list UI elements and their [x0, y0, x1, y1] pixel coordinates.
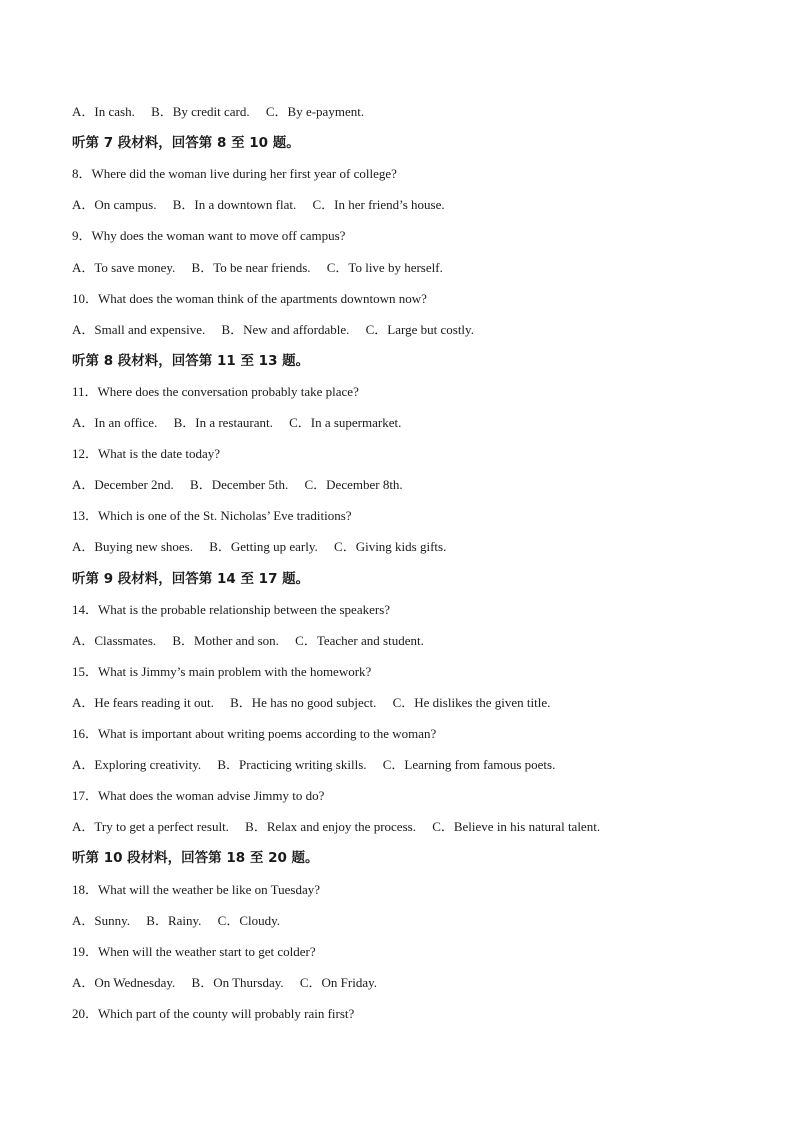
question-text: 16．What is important about writing poems according to the woman?	[72, 726, 437, 741]
question-text: 14．What is the probable relationship between the speakers?	[72, 601, 391, 617]
question-text: 15．What is Jimmy’s main problem with the homework?	[72, 663, 372, 679]
answer-options: A．In an office. B．In a restaurant. C．In a supermarket.	[72, 415, 402, 430]
answer-options: A．He fears reading it out. B．He has no good subject. C．He dislikes the given title.	[72, 694, 551, 710]
question-text: 10．What does the woman think of the apartments downtown now?	[72, 290, 427, 306]
answer-options: A．On campus. B．In a downtown flat. C．In her friend’s house.	[72, 197, 445, 213]
answer-options: A．On Wednesday. B．On Thursday. C．On Friday.	[72, 974, 378, 990]
question-text: 12．What is the date today?	[72, 446, 221, 462]
question-text: 9．Why does the woman want to move off campus?	[72, 228, 346, 244]
question-text: 20．Which part of the county will probably rain first?	[72, 1005, 355, 1021]
question-text: 17．What does the woman advise Jimmy to do?	[72, 788, 325, 804]
section-heading: 听第 10 段材料，回答第 18 至 20 题。	[72, 850, 319, 867]
answer-options: A．Exploring creativity. B．Practicing writing skills. C．Learning from famous poets.	[72, 757, 556, 773]
answer-options: A．Classmates. B．Mother and son. C．Teacher and student.	[72, 632, 424, 648]
section-heading: 听第 7 段材料，回答第 8 至 10 题。	[72, 135, 300, 152]
section-heading: 听第 9 段材料，回答第 14 至 17 题。	[72, 570, 310, 587]
question-text: 18．What will the weather be like on Tuesday?	[72, 881, 321, 897]
section-heading: 听第 8 段材料，回答第 11 至 13 题。	[72, 352, 310, 369]
answer-options: A．Small and expensive. B．New and affordable. C．Large but costly.	[72, 321, 474, 337]
question-text: 13．Which is one of the St. Nicholas’ Eve traditions?	[72, 508, 352, 524]
answer-options: A．Try to get a perfect result. B．Relax and enjoy the process. C．Believe in his natural talent.	[72, 819, 601, 835]
question-text: 8．Where did the woman live during her first year of college?	[72, 166, 397, 182]
question-text: 19．When will the weather start to get colder?	[72, 943, 316, 959]
answer-options: A．December 2nd. B．December 5th. C．December 8th.	[72, 477, 403, 493]
answer-options: A．Buying new shoes. B．Getting up early. C．Giving kids gifts.	[72, 539, 447, 555]
answer-options: A．Sunny. B．Rainy. C．Cloudy.	[72, 912, 281, 928]
answer-options: A．In cash. B．By credit card. C．By e-payment.	[72, 104, 365, 119]
question-text: 11．Where does the conversation probably take place?	[72, 383, 359, 399]
answer-options: A．To save money. B．To be near friends. C．To live by herself.	[72, 259, 443, 275]
